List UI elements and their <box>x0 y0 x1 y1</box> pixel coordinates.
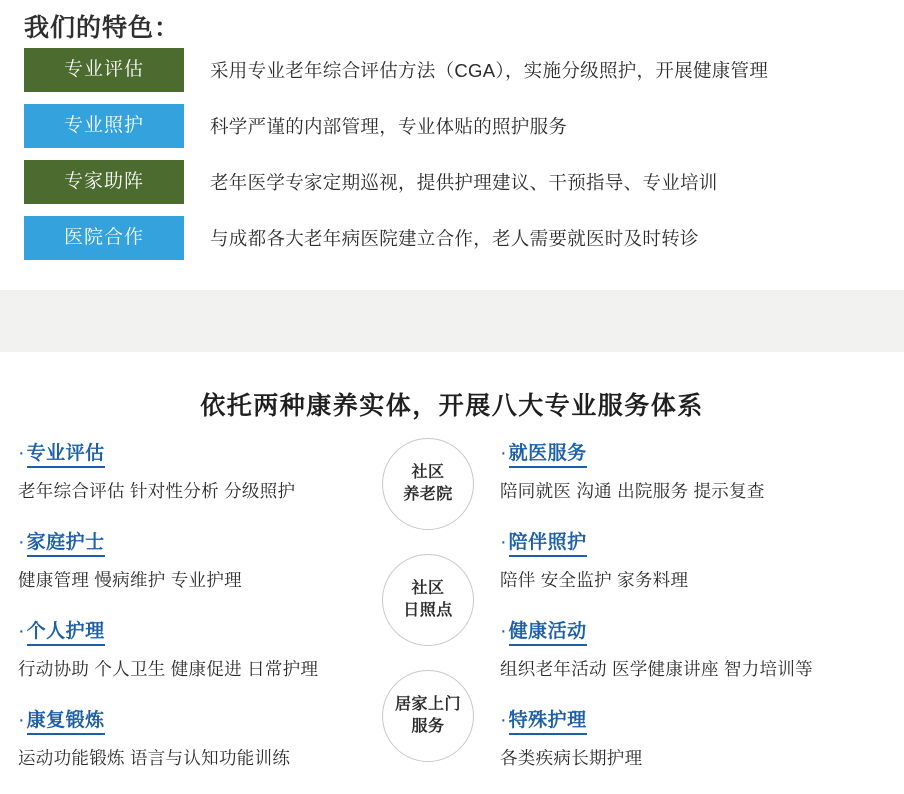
service-item-description: 行动协助 个人卫生 健康促进 日常护理 <box>18 659 319 679</box>
feature-description: 采用专业老年综合评估方法（CGA），实施分级照护，开展健康管理 <box>210 60 769 81</box>
feature-description: 与成都各大老年病医院建立合作，老人需要就医时及时转诊 <box>210 228 699 249</box>
feature-row <box>24 160 880 204</box>
service-item-title: 家庭护士 <box>27 527 105 557</box>
bullet-icon: · <box>18 442 25 464</box>
service-entity-circle <box>382 670 474 762</box>
service-entity-line1: 居家上门 <box>394 696 461 713</box>
section-divider <box>0 290 904 352</box>
service-item <box>500 616 890 681</box>
feature-row <box>24 104 880 148</box>
service-item-title: 专业评估 <box>27 438 105 468</box>
service-item-header <box>18 527 368 557</box>
features-section <box>0 0 904 290</box>
service-item <box>18 616 368 681</box>
service-item <box>500 438 890 503</box>
service-item-title: 就医服务 <box>509 438 587 468</box>
services-section <box>0 360 904 782</box>
service-entity-line2: 养老院 <box>403 486 453 503</box>
service-entity-line2: 服务 <box>411 718 445 735</box>
service-item-description: 老年综合评估 针对性分析 分级照护 <box>18 481 296 501</box>
service-item <box>18 705 368 770</box>
service-item-header <box>18 705 368 735</box>
bullet-icon: · <box>18 709 25 731</box>
bullet-icon: · <box>18 531 25 553</box>
bullet-icon: · <box>500 709 507 731</box>
service-entity-line1: 社区 <box>411 464 445 481</box>
feature-row <box>24 48 880 92</box>
service-list-right <box>500 438 890 794</box>
feature-tag: 医院合作 <box>24 216 184 260</box>
service-entities-column <box>382 438 478 786</box>
bullet-icon: · <box>18 620 25 642</box>
service-item-description: 健康管理 慢病维护 专业护理 <box>18 570 242 590</box>
bullet-icon: · <box>500 620 507 642</box>
service-item-description: 陪同就医 沟通 出院服务 提示复查 <box>500 481 765 501</box>
service-item <box>18 527 368 592</box>
feature-description: 老年医学专家定期巡视，提供护理建议、干预指导、专业培训 <box>210 172 718 193</box>
features-title: 我们的特色： <box>24 14 181 42</box>
service-entity-circle <box>382 554 474 646</box>
bullet-icon: · <box>500 531 507 553</box>
feature-tag: 专业评估 <box>24 48 184 92</box>
feature-tag: 专业照护 <box>24 104 184 148</box>
bullet-icon: · <box>500 442 507 464</box>
service-item-title: 健康活动 <box>509 616 587 646</box>
service-entity-line1: 社区 <box>411 580 445 597</box>
service-item-description: 陪伴 安全监护 家务料理 <box>500 570 689 590</box>
service-item <box>500 527 890 592</box>
services-title: 依托两种康养实体，开展八大专业服务体系 <box>200 392 704 420</box>
service-item-header <box>500 527 890 557</box>
service-item-title: 陪伴照护 <box>509 527 587 557</box>
service-entity-circle <box>382 438 474 530</box>
service-item-title: 个人护理 <box>27 616 105 646</box>
service-item-header <box>500 438 890 468</box>
service-item-header <box>18 616 368 646</box>
feature-row <box>24 216 880 260</box>
feature-description: 科学严谨的内部管理，专业体贴的照护服务 <box>210 116 568 137</box>
service-item-header <box>18 438 368 468</box>
service-item-description: 各类疾病长期护理 <box>500 748 643 768</box>
section-divider-secondary <box>0 352 904 360</box>
service-item-description: 组织老年活动 医学健康讲座 智力培训等 <box>500 659 813 679</box>
service-item-title: 康复锻炼 <box>27 705 105 735</box>
service-entity-line2: 日照点 <box>403 602 453 619</box>
feature-tag: 专家助阵 <box>24 160 184 204</box>
service-item-title: 特殊护理 <box>509 705 587 735</box>
service-item-description: 运动功能锻炼 语言与认知功能训练 <box>18 748 291 768</box>
service-item-header <box>500 705 890 735</box>
service-list-left <box>18 438 368 794</box>
service-item <box>500 705 890 770</box>
service-item-header <box>500 616 890 646</box>
service-item <box>18 438 368 503</box>
features-list <box>24 48 880 272</box>
